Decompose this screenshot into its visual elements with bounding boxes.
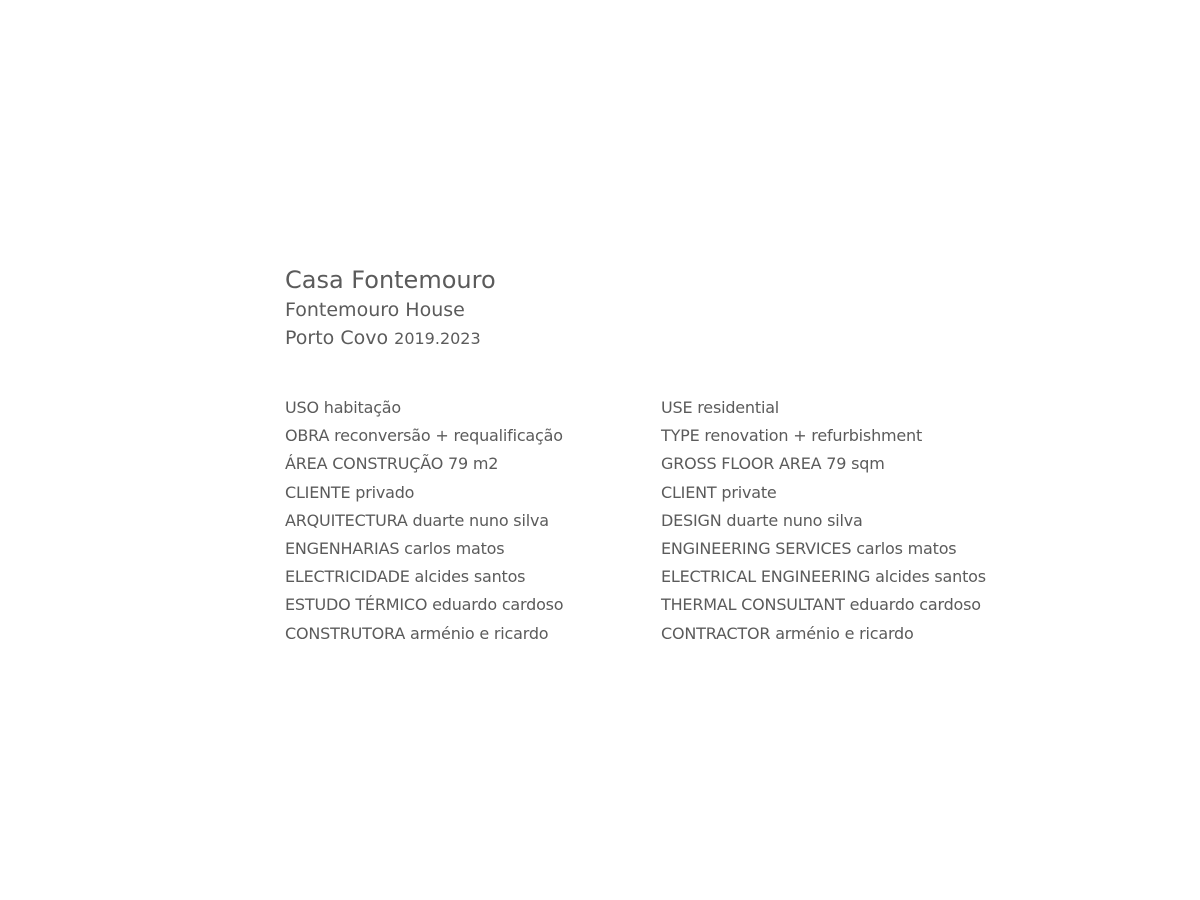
detail-label: ESTUDO TÉRMICO [285,595,428,615]
detail-row [661,507,986,535]
detail-value: eduardo cardoso [849,595,981,615]
detail-value: alcides santos [414,567,526,587]
detail-label: TYPE [661,426,700,446]
detail-label: CONSTRUTORA [285,623,406,643]
detail-label: CLIENT [661,482,717,502]
detail-row [661,450,986,478]
detail-row [661,535,986,563]
detail-row [661,422,986,450]
detail-value: renovation + refurbishment [704,426,923,446]
portuguese-details [285,394,563,648]
detail-label: GROSS FLOOR AREA [661,454,822,474]
detail-value: arménio e ricardo [409,623,549,643]
english-details [661,394,986,648]
detail-row [285,422,563,450]
detail-row [661,620,986,648]
detail-row [285,563,563,591]
detail-value: residential [697,398,780,417]
detail-label: CLIENTE [285,482,351,502]
detail-value: duarte nuno silva [412,510,549,530]
detail-row [285,507,563,535]
detail-value: reconversão + requalificação [334,426,563,446]
detail-row [285,394,563,422]
detail-value: private [721,482,777,502]
detail-row [661,563,986,591]
project-location: Porto Covo [285,327,389,349]
detail-label: ENGENHARIAS [285,538,400,558]
detail-label: CONTRACTOR [661,623,771,643]
detail-value: 79 m2 [448,454,499,474]
detail-value: alcides santos [875,567,986,587]
detail-label: DESIGN [661,510,722,530]
detail-row [285,450,563,478]
detail-label: ELECTRICAL ENGINEERING [661,567,871,587]
detail-row [285,620,563,648]
detail-label: ARQUITECTURA [285,510,408,530]
project-header [285,264,785,352]
detail-value: eduardo cardoso [432,595,564,615]
project-title: Casa Fontemouro [285,266,496,294]
detail-label: USE [661,398,693,417]
detail-label: ENGINEERING SERVICES [661,538,852,558]
detail-value: carlos matos [404,538,505,558]
detail-value: duarte nuno silva [726,510,863,530]
detail-row [661,479,986,507]
detail-value: privado [355,482,415,502]
detail-label: THERMAL CONSULTANT [661,595,845,615]
detail-value: 79 sqm [826,454,885,474]
detail-label: ELECTRICIDADE [285,567,410,587]
detail-value: carlos matos [856,538,957,558]
detail-row [285,479,563,507]
project-years: 2019.2023 [394,329,481,348]
detail-value: arménio e ricardo [775,623,914,643]
project-location-line [285,324,785,352]
detail-row [661,591,986,619]
detail-row [285,591,563,619]
detail-value: habitação [323,398,401,417]
detail-label: OBRA [285,426,330,446]
project-subtitle: Fontemouro House [285,299,465,321]
detail-label: ÁREA CONSTRUÇÃO [285,454,444,474]
detail-row [661,394,986,422]
detail-label: USO [285,398,319,417]
detail-row [285,535,563,563]
